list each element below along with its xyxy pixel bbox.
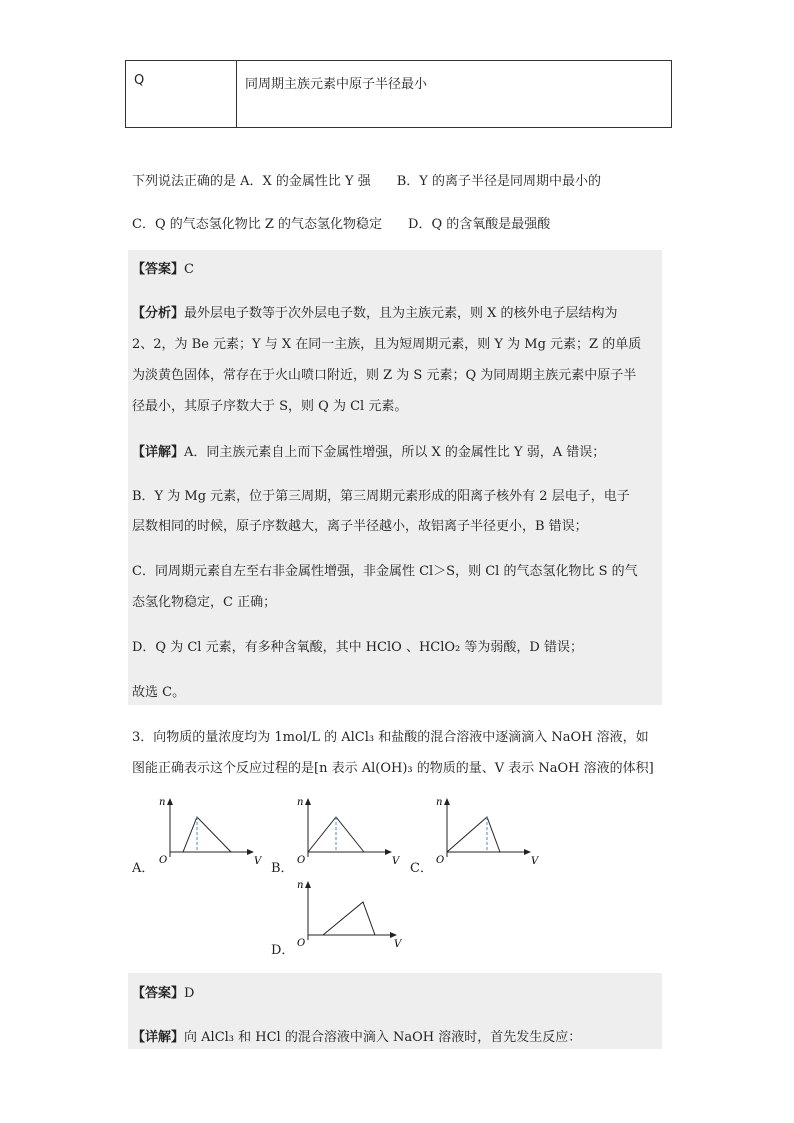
answer2-line	[132, 982, 194, 1001]
detail-line-2: B．Y 为 Mg 元素，位于第三周期，第三周期元素形成的阳离子核外有 2 层电子，电子	[132, 489, 630, 504]
detail-text: A．同主族元素自上而下金属性增强，所以 X 的金属性比 Y 弱，A 错误；	[184, 445, 606, 460]
axis-x-label: V	[531, 856, 539, 867]
axis-y-label: n	[297, 880, 304, 891]
detail-line-7: 故选 C。	[132, 685, 186, 700]
analysis-tag: 【分析】	[132, 306, 185, 321]
option-b-graph	[293, 797, 403, 869]
answer2-value: D	[184, 986, 195, 1001]
answer2-tag: 【答案】	[132, 986, 185, 1001]
detail-tag: 【详解】	[132, 445, 185, 460]
option-d-graph	[293, 880, 408, 952]
origin-label: O	[297, 855, 306, 866]
origin-label: O	[436, 855, 445, 866]
detail-line-3: 层数相同的时候，原子序数越大，离子半径越小，故铝离子半径更小，B 错误；	[132, 519, 588, 534]
question3-line-1: 3．向物质的量浓度均为 1mol/L 的 AlCl₃ 和盐酸的混合溶液中逐滴滴入 NaOH 溶液，如	[132, 730, 649, 745]
table-cell-description: 同周期主族元素中原子半径最小	[237, 61, 672, 128]
answer2-detail-line	[132, 1026, 581, 1045]
axis-y-label: n	[159, 797, 166, 808]
analysis-line-2: 2、2，为 Be 元素；Y 与 X 在同一主族，且为短周期元素，则 Y 为 Mg 元素；Z 的单质	[132, 337, 642, 352]
analysis-line-4: 径最小，其原子序数大于 S，则 Q 为 Cl 元素。	[132, 399, 408, 414]
question-options-cd: C．Q 的气态氢化物比 Z 的气态氢化物稳定 D．Q 的含氧酸是最强酸	[132, 217, 551, 232]
origin-label: O	[297, 938, 306, 949]
option-c-graph	[432, 797, 542, 869]
detail-line-6: D．Q 为 Cl 元素，有多种含氧酸，其中 HClO 、HClO₂ 等为弱酸，D 错误；	[132, 640, 583, 655]
analysis-line-3: 为淡黄色固体，常存在于火山喷口附近，则 Z 为 S 元素；Q 为同周期主族元素中原子半	[132, 368, 637, 383]
question3-line-2: 图能正确表示这个反应过程的是[n 表示 Al(OH)₃ 的物质的量、V 表示 NaOH 溶液的体积]	[132, 761, 654, 776]
detail-line-4: C．同周期元素自左至右非金属性增强，非金属性 Cl＞S，则 Cl 的气态氢化物比 S 的气	[132, 564, 638, 579]
table-cell-symbol: Q	[126, 61, 237, 128]
detail-line-5: 态氢化物稳定，C 正确；	[132, 595, 277, 610]
answer-value: C	[184, 262, 194, 277]
option-a-label: A．	[132, 861, 155, 876]
option-d-label: D．	[271, 943, 295, 958]
axis-y-label: n	[297, 797, 304, 808]
analysis-line-1	[132, 302, 618, 321]
answer-tag: 【答案】	[132, 262, 185, 277]
element-table	[125, 60, 672, 128]
analysis-text: 最外层电子数等于次外层电子数，且为主族元素，则 X 的核外电子层结构为	[184, 306, 618, 321]
axis-y-label: n	[436, 797, 443, 808]
table-row	[126, 61, 672, 128]
detail2-text: 向 AlCl₃ 和 HCl 的混合溶液中滴入 NaOH 溶液时，首先发生反应：	[184, 1030, 582, 1045]
detail-line-1	[132, 441, 605, 460]
axis-x-label: V	[394, 939, 402, 950]
option-c-label: C．	[410, 861, 433, 876]
option-b-label: B．	[271, 861, 294, 876]
origin-label: O	[159, 855, 168, 866]
axis-x-label: V	[392, 856, 400, 867]
answer-line-1	[132, 258, 194, 277]
option-a-graph	[155, 797, 265, 869]
detail2-tag: 【详解】	[132, 1030, 185, 1045]
axis-x-label: V	[254, 856, 262, 867]
question-options-ab: 下列说法正确的是 A．X 的金属性比 Y 强 B．Y 的离子半径是同周期中最小的	[132, 174, 602, 189]
